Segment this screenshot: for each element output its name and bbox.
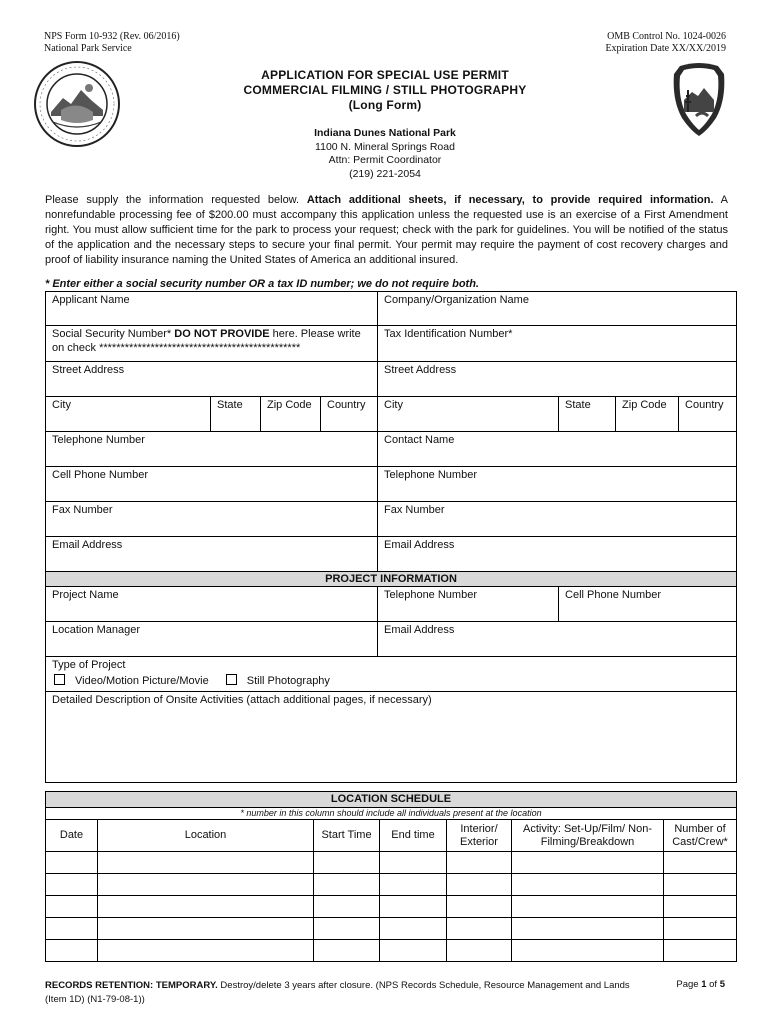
company-city-field[interactable]: City: [378, 397, 559, 432]
table-row: [46, 896, 737, 918]
schedule-cell[interactable]: [314, 874, 380, 896]
table-row: [46, 874, 737, 896]
schedule-cell[interactable]: [512, 896, 664, 918]
applicant-street-field[interactable]: Street Address: [46, 362, 378, 397]
schedule-cell[interactable]: [512, 918, 664, 940]
schedule-cell[interactable]: [664, 940, 737, 962]
page-number: Page 1 of 5: [676, 979, 725, 990]
schedule-cell[interactable]: [46, 918, 98, 940]
ssn-field[interactable]: Social Security Number* DO NOT PROVIDE here. Please write on check ***********************************************: [46, 326, 378, 362]
expiration-date: Expiration Date XX/XX/2019: [605, 43, 726, 54]
title-line-1: APPLICATION FOR SPECIAL USE PERMIT: [261, 68, 509, 82]
activities-description-field[interactable]: Detailed Description of Onsite Activities (attach additional pages, if necessary): [46, 692, 737, 783]
company-state-field[interactable]: State: [559, 397, 616, 432]
schedule-cell[interactable]: [98, 918, 314, 940]
schedule-cell[interactable]: [46, 896, 98, 918]
applicant-name-field[interactable]: Applicant Name: [46, 292, 378, 326]
project-name-field[interactable]: Project Name: [46, 587, 378, 622]
schedule-cell[interactable]: [314, 918, 380, 940]
still-photo-checkbox[interactable]: [226, 674, 237, 685]
retention-bold: RECORDS RETENTION: TEMPORARY.: [45, 980, 218, 991]
schedule-cell[interactable]: [380, 918, 447, 940]
col-date-header: Date: [46, 820, 98, 852]
video-option-label: Video/Motion Picture/Movie: [75, 675, 209, 687]
schedule-cell[interactable]: [46, 852, 98, 874]
schedule-cell[interactable]: [664, 874, 737, 896]
schedule-cell[interactable]: [512, 874, 664, 896]
schedule-cell[interactable]: [380, 940, 447, 962]
company-contact-field[interactable]: Contact Name: [378, 432, 737, 467]
schedule-cell[interactable]: [447, 918, 512, 940]
agency-name: National Park Service: [44, 43, 132, 54]
intro-text-1: Please supply the information requested below.: [45, 194, 307, 206]
schedule-cell[interactable]: [380, 852, 447, 874]
location-schedule-table: [45, 791, 737, 962]
form-title: [0, 68, 770, 113]
schedule-cell[interactable]: [98, 940, 314, 962]
schedule-cell[interactable]: [380, 896, 447, 918]
park-street: 1100 N. Mineral Springs Road: [315, 140, 455, 153]
title-line-2: COMMERCIAL FILMING / STILL PHOTOGRAPHY: [243, 83, 527, 97]
schedule-cell[interactable]: [447, 940, 512, 962]
tax-id-field[interactable]: Tax Identification Number*: [378, 326, 737, 362]
project-telephone-field[interactable]: Telephone Number: [378, 587, 559, 622]
applicant-city-field[interactable]: City: [46, 397, 211, 432]
applicant-email-field[interactable]: Email Address: [46, 537, 378, 572]
table-row: [46, 852, 737, 874]
schedule-cell[interactable]: [447, 852, 512, 874]
omb-control-number: OMB Control No. 1024-0026: [607, 31, 726, 42]
schedule-cell[interactable]: [314, 896, 380, 918]
applicant-fax-field[interactable]: Fax Number: [46, 502, 378, 537]
schedule-cell[interactable]: [447, 874, 512, 896]
project-type-label: Type of Project: [52, 659, 126, 671]
company-fax-field[interactable]: Fax Number: [378, 502, 737, 537]
schedule-cell[interactable]: [46, 874, 98, 896]
applicant-telephone-field[interactable]: Telephone Number: [46, 432, 378, 467]
form-header-left: [44, 31, 180, 55]
schedule-cell[interactable]: [380, 874, 447, 896]
application-form-table: [45, 291, 737, 783]
schedule-cell[interactable]: [98, 852, 314, 874]
location-schedule-heading: LOCATION SCHEDULE: [46, 792, 737, 808]
company-email-field[interactable]: Email Address: [378, 537, 737, 572]
company-zip-field[interactable]: Zip Code: [616, 397, 679, 432]
schedule-note: * number in this column should include all individuals present at the location: [46, 808, 737, 820]
applicant-cell-field[interactable]: Cell Phone Number: [46, 467, 378, 502]
schedule-cell[interactable]: [314, 852, 380, 874]
retention-text: Destroy/delete 3 years after closure. (NPS Records Schedule, Resource Management and Lands (Item 1D) (N1-79-08-1)): [45, 980, 630, 1005]
applicant-country-field[interactable]: Country: [321, 397, 378, 432]
company-street-field[interactable]: Street Address: [378, 362, 737, 397]
col-cast-crew-header: Number of Cast/Crew*: [664, 820, 737, 852]
schedule-cell[interactable]: [664, 852, 737, 874]
company-country-field[interactable]: Country: [679, 397, 737, 432]
company-name-field[interactable]: Company/Organization Name: [378, 292, 737, 326]
schedule-cell[interactable]: [512, 940, 664, 962]
location-manager-field[interactable]: Location Manager: [46, 622, 378, 657]
video-checkbox[interactable]: [54, 674, 65, 685]
company-telephone-field[interactable]: Telephone Number: [378, 467, 737, 502]
schedule-cell[interactable]: [46, 940, 98, 962]
title-line-3: (Long Form): [348, 98, 422, 112]
schedule-cell[interactable]: [98, 896, 314, 918]
still-option-label: Still Photography: [246, 675, 330, 687]
applicant-state-field[interactable]: State: [211, 397, 261, 432]
col-activity-header: Activity: Set-Up/Film/ Non-Filming/Breakdown: [512, 820, 664, 852]
form-number: NPS Form 10-932 (Rev. 06/2016): [44, 31, 180, 42]
col-location-header: Location: [98, 820, 314, 852]
col-interior-exterior-header: Interior/ Exterior: [447, 820, 512, 852]
col-start-time-header: Start Time: [314, 820, 380, 852]
ssn-tax-note: * Enter either a social security number OR a tax ID number; we do not require both.: [45, 278, 479, 290]
intro-text-2: A nonrefundable processing fee of $200.00 must accompany this application unless the requested use is an exercise of a First Amendment right. You must allow sufficient time for the park to process your request; check with the park for guidelines. You will be notified of the status of the application and the necessary steps to secure your final permit. Your permit may require the payment of cost recovery charges and proof of liability insurance naming the United States of America an additional insured.: [45, 194, 728, 266]
park-attn: Attn: Permit Coordinator: [328, 154, 442, 166]
applicant-zip-field[interactable]: Zip Code: [261, 397, 321, 432]
col-end-time-header: End time: [380, 820, 447, 852]
park-phone: (219) 221-2054: [349, 167, 421, 180]
project-cell-field[interactable]: Cell Phone Number: [559, 587, 737, 622]
project-info-heading: PROJECT INFORMATION: [46, 572, 737, 587]
intro-bold-text: Attach additional sheets, if necessary, to provide required information.: [306, 194, 714, 206]
schedule-cell[interactable]: [664, 896, 737, 918]
schedule-cell[interactable]: [664, 918, 737, 940]
park-name: Indiana Dunes National Park: [314, 127, 456, 139]
schedule-cell[interactable]: [98, 874, 314, 896]
table-row: [46, 940, 737, 962]
instructions-paragraph: [45, 193, 728, 268]
form-header-right: [605, 31, 726, 55]
schedule-cell[interactable]: [447, 896, 512, 918]
project-type-field: [46, 657, 737, 692]
records-retention-footer: [45, 979, 645, 1007]
schedule-cell[interactable]: [314, 940, 380, 962]
project-email-field[interactable]: Email Address: [378, 622, 737, 657]
schedule-cell[interactable]: [512, 852, 664, 874]
park-address-block: [0, 127, 770, 181]
table-row: [46, 918, 737, 940]
